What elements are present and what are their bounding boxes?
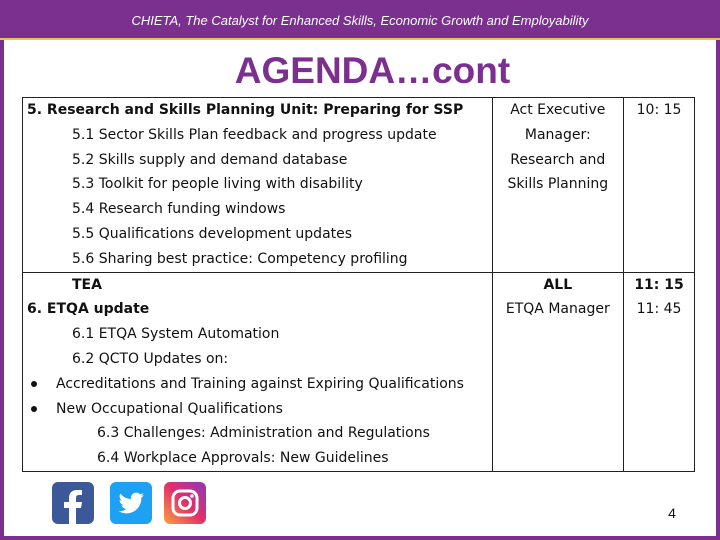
bullet-icon: [31, 381, 37, 387]
header-tagline: CHIETA, The Catalyst for Enhanced Skills, Economic Growth and Employability: [131, 13, 589, 28]
section-heading: 6. ETQA update: [27, 301, 150, 318]
bullet-text: Accreditations and Training against Expiring Qualifications: [56, 375, 464, 392]
header-bar: [0, 0, 720, 40]
presenter-all: ALL: [543, 276, 573, 293]
bullet-item: [23, 397, 492, 422]
agenda-topic-cell: [23, 98, 493, 273]
agenda-time-cell: [624, 272, 695, 471]
list-item: 6.4 Workplace Approvals: New Guidelines: [97, 450, 389, 467]
instagram-icon[interactable]: [164, 482, 206, 524]
list-item: 6.3 Challenges: Administration and Regulations: [97, 425, 430, 442]
page-number: 4: [668, 505, 676, 521]
list-item: 6.2 QCTO Updates on:: [72, 350, 229, 367]
bullet-text: New Occupational Qualifications: [56, 400, 283, 417]
section-heading: 5. Research and Skills Planning Unit: Preparing for SSP: [27, 102, 464, 118]
list-item: 5.6 Sharing best practice: Competency profiling: [72, 250, 408, 267]
presenter-line: Manager:: [524, 126, 591, 143]
presenter-line: Research and: [510, 151, 606, 168]
presenter-line: ETQA Manager: [505, 301, 610, 318]
tea-label: TEA: [72, 276, 102, 293]
agenda-presenter-cell: [492, 272, 624, 471]
time-value: 11: 45: [636, 301, 682, 318]
list-item: 5.2 Skills supply and demand database: [72, 151, 348, 168]
bullet-icon: [31, 406, 37, 412]
time-value: 10: 15: [636, 102, 682, 118]
presenter-line: Act Executive: [510, 102, 606, 118]
list-item: 5.1 Sector Skills Plan feedback and progress update: [72, 126, 437, 143]
agenda-time-cell: [624, 98, 695, 273]
bullet-item: [23, 372, 492, 397]
twitter-icon[interactable]: [110, 482, 152, 524]
list-item: 5.3 Toolkit for people living with disability: [72, 176, 363, 193]
facebook-icon[interactable]: [52, 482, 94, 524]
agenda-presenter-cell: [492, 98, 624, 273]
page-title: AGENDA…cont: [234, 50, 511, 91]
list-item: 6.1 ETQA System Automation: [72, 326, 280, 343]
presenter-line: Skills Planning: [507, 176, 609, 193]
agenda-table: [22, 97, 695, 472]
list-item: 5.4 Research funding windows: [72, 201, 286, 218]
agenda-topic-cell: [23, 272, 493, 471]
table-row: [23, 98, 695, 273]
list-item: 5.5 Qualifications development updates: [72, 225, 353, 242]
time-value: 11: 15: [634, 276, 684, 293]
table-row: [23, 272, 695, 471]
